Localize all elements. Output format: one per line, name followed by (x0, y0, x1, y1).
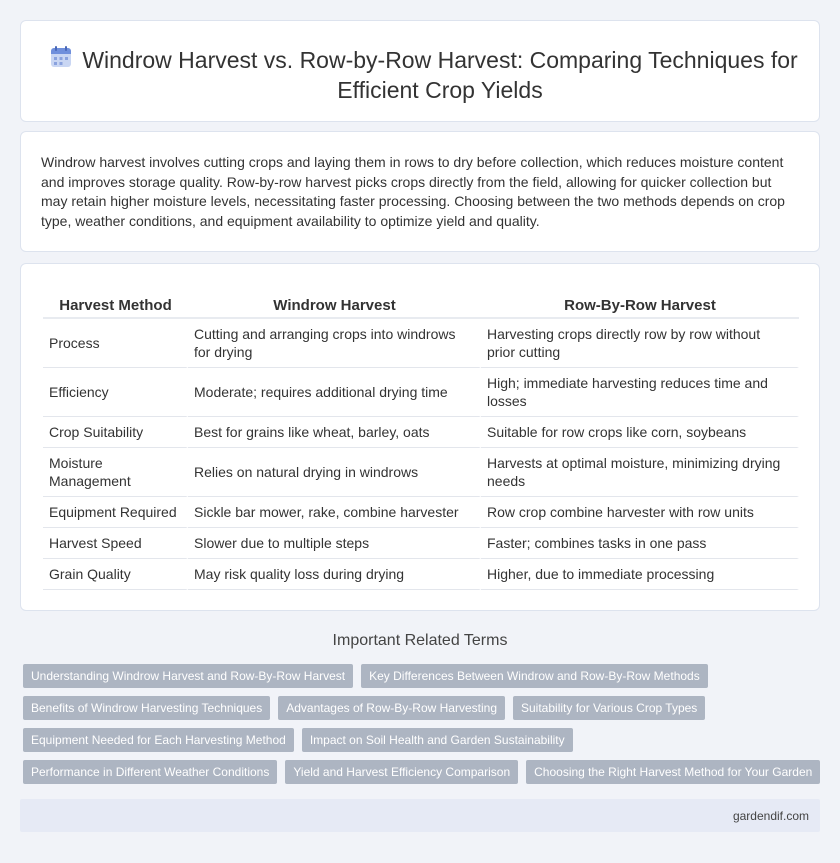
table-row (43, 319, 799, 368)
site-name[interactable]: gardendif.com (732, 809, 809, 823)
row-label: Harvest Speed (43, 528, 188, 559)
related-terms-list (23, 664, 823, 792)
comparison-table (43, 294, 799, 590)
row-by-row-cell: Row crop combine harvester with row units (481, 497, 799, 528)
row-by-row-cell: Harvests at optimal moisture, minimizing drying needs (481, 448, 799, 497)
page-title: Windrow Harvest vs. Row-by-Row Harvest: Comparing Techniques for Efficient Crop Yields (82, 47, 798, 103)
related-term-tag[interactable]: Suitability for Various Crop Types (513, 696, 705, 720)
windrow-cell: Moderate; requires additional drying time (188, 368, 481, 417)
row-label: Crop Suitability (43, 417, 188, 448)
row-by-row-cell: Faster; combines tasks in one pass (481, 528, 799, 559)
related-term-tag[interactable]: Yield and Harvest Efficiency Comparison (285, 760, 518, 784)
table-row (43, 559, 799, 590)
row-label: Equipment Required (43, 497, 188, 528)
related-terms-heading: Important Related Terms (332, 632, 508, 649)
row-by-row-cell: Higher, due to immediate processing (481, 559, 799, 590)
table-row (43, 528, 799, 559)
comparison-table-card (20, 263, 820, 611)
related-term-tag[interactable]: Performance in Different Weather Conditions (23, 760, 277, 784)
related-term-tag[interactable]: Understanding Windrow Harvest and Row-By-Row Harvest (23, 664, 353, 688)
row-label: Grain Quality (43, 559, 188, 590)
related-term-tag[interactable]: Choosing the Right Harvest Method for Your Garden (526, 760, 820, 784)
header-row-by-row-harvest: Row-By-Row Harvest (481, 294, 799, 319)
windrow-cell: Cutting and arranging crops into windrows for drying (188, 319, 481, 368)
header-windrow-harvest: Windrow Harvest (188, 294, 481, 319)
row-by-row-cell: High; immediate harvesting reduces time and losses (481, 368, 799, 417)
summary-text: Windrow harvest involves cutting crops and laying them in rows to dry before collection, which reduces moisture content and improves storage quality. Row-by-row harvest picks crops directly from the field, allowing for quicker collection but may retain higher moisture levels, necessitating faster processing. Choosing between the two methods depends on crop type, weather conditions, and equipment availability to optimize yield and quality. (41, 154, 785, 229)
windrow-cell: Relies on natural drying in windrows (188, 448, 481, 497)
row-label: Process (43, 319, 188, 368)
footer (20, 799, 820, 832)
header-harvest-method: Harvest Method (43, 294, 188, 319)
row-label: Moisture Management (43, 448, 188, 497)
windrow-cell: Sickle bar mower, rake, combine harvester (188, 497, 481, 528)
windrow-cell: Best for grains like wheat, barley, oats (188, 417, 481, 448)
related-term-tag[interactable]: Equipment Needed for Each Harvesting Method (23, 728, 294, 752)
table-row (43, 497, 799, 528)
table-row (43, 417, 799, 448)
title-card (20, 20, 820, 122)
table-row (43, 368, 799, 417)
row-by-row-cell: Harvesting crops directly row by row without prior cutting (481, 319, 799, 368)
summary-card (20, 131, 820, 252)
related-term-tag[interactable]: Impact on Soil Health and Garden Sustainability (302, 728, 573, 752)
related-term-tag[interactable]: Benefits of Windrow Harvesting Techniques (23, 696, 270, 720)
related-term-tag[interactable]: Key Differences Between Windrow and Row-By-Row Methods (361, 664, 708, 688)
table-row (43, 448, 799, 497)
row-by-row-cell: Suitable for row crops like corn, soybeans (481, 417, 799, 448)
row-label: Efficiency (43, 368, 188, 417)
table-header-row (43, 294, 799, 319)
related-term-tag[interactable]: Advantages of Row-By-Row Harvesting (278, 696, 505, 720)
windrow-cell: Slower due to multiple steps (188, 528, 481, 559)
windrow-cell: May risk quality loss during drying (188, 559, 481, 590)
